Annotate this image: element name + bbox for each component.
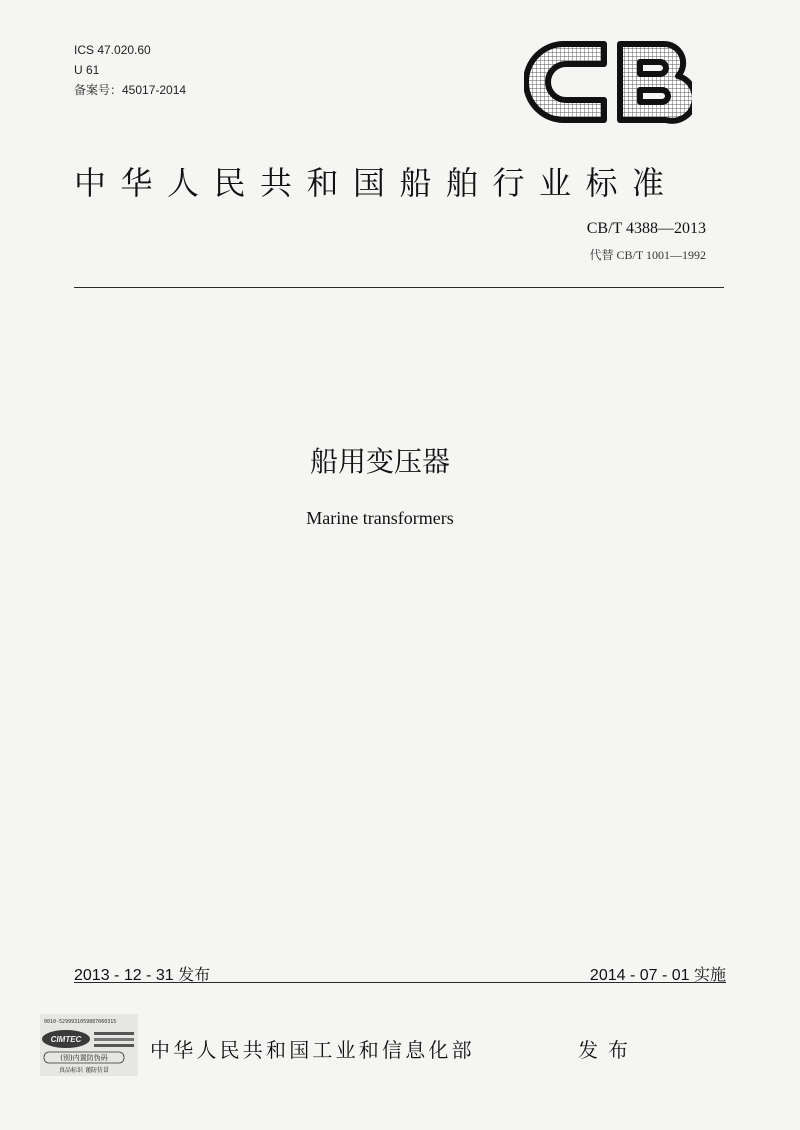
stamp-serial: 0010-5299931059887060315	[44, 1019, 117, 1025]
issued-label: 发布	[578, 1038, 638, 1062]
stamp-line-2: 真品标识 谨防仿冒	[59, 1067, 109, 1074]
replaces-standard: 代替 CB/T 1001—1992	[589, 248, 706, 262]
implementation-date: 2014 - 07 - 01 实施	[589, 967, 726, 984]
industry-standard-title: 中华人民共和国船舶行业标准	[74, 164, 679, 202]
document-title-chinese: 船用变压器	[309, 445, 450, 478]
footer-divider	[74, 982, 726, 983]
filing-number: 备案号：45017-2014	[74, 83, 187, 97]
classification-block	[74, 40, 186, 100]
issue-date: 2013 - 12 - 31 发布	[74, 967, 211, 984]
anti-counterfeit-stamp	[40, 1014, 138, 1076]
stamp-line-1: (别)内置防伪码	[60, 1054, 108, 1062]
stamp-brand: CIMTEC	[50, 1035, 82, 1044]
cb-logo	[524, 40, 692, 124]
document-title-english: Marine transformers	[306, 508, 454, 528]
issuing-ministry: 中华人民共和国工业和信息化部	[150, 1038, 475, 1062]
header-divider	[74, 287, 724, 288]
standard-number: CB/T 4388—2013	[586, 220, 706, 237]
ccs-code: U 61	[74, 63, 100, 77]
ics-code: ICS 47.020.60	[74, 43, 151, 57]
